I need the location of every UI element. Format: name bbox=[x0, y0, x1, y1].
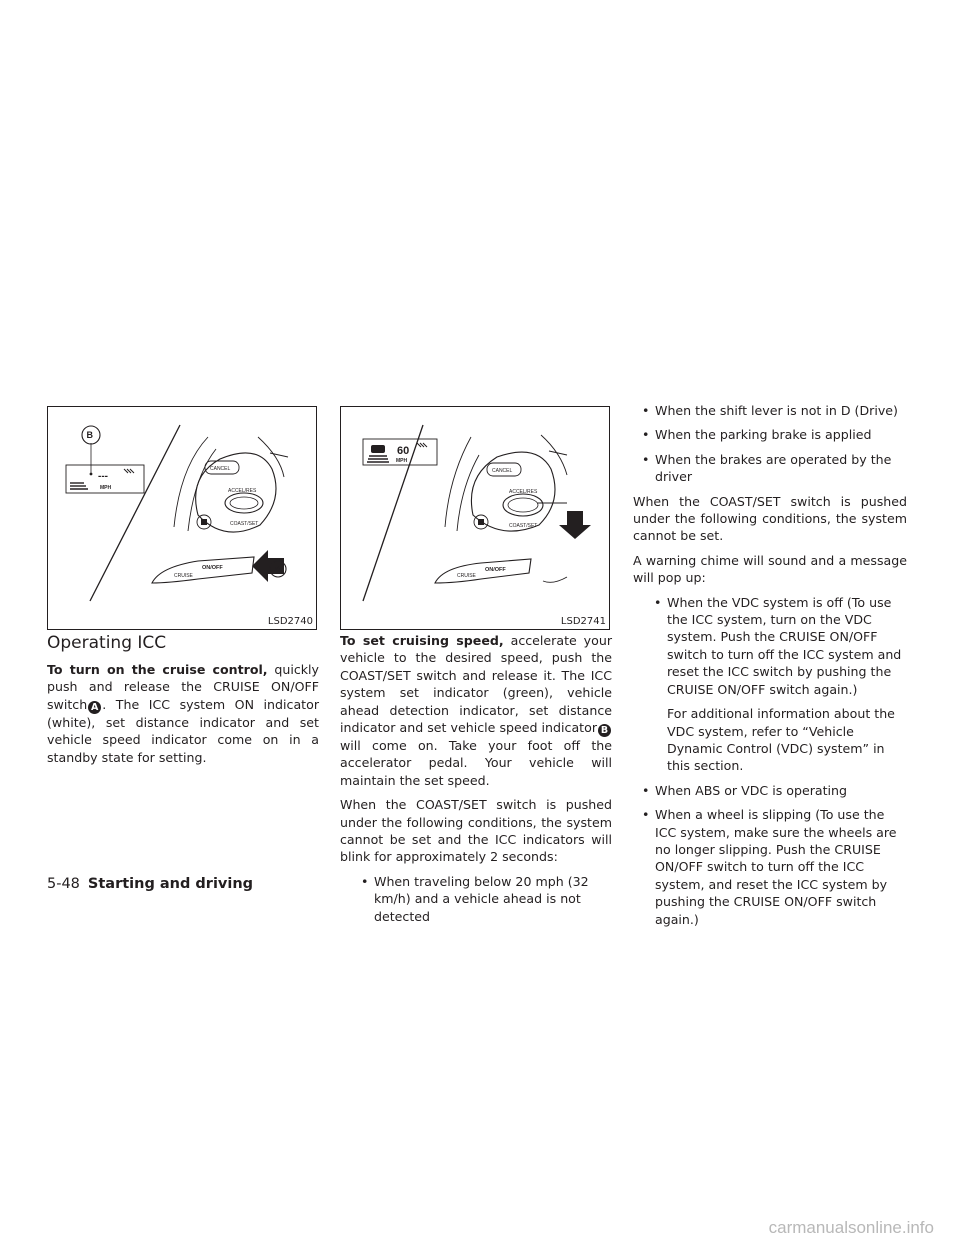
fig2-accel-label: ACCEL/RES bbox=[509, 489, 538, 495]
column-left bbox=[47, 632, 319, 773]
fig2-onoff-label: ON/OFF bbox=[485, 567, 506, 573]
watermark: carmanualsonline.info bbox=[768, 1218, 934, 1237]
note-vdc-reference: For additional information about the VDC system, refer to “Vehicle Dynamic Control (VDC) system” in this section. bbox=[667, 706, 895, 774]
paragraph-warning-chime: A warning chime will sound and a message will pop up: bbox=[633, 552, 907, 586]
fig1-cruise-label: CRUISE bbox=[174, 573, 193, 579]
fig1-speed-readout: --- bbox=[98, 471, 108, 482]
figure-set-speed bbox=[340, 406, 610, 630]
list-item: • When the parking brake is applied bbox=[633, 426, 907, 443]
list-item: • When a wheel is slipping (To use the ICC system, make sure the wheels are no longer slipping. Push the CRUISE ON/OFF switch to turn off the ICC system, and reset the ICC system by pushing the CRUISE ON/OFF switch again.) bbox=[633, 806, 907, 928]
section-title: Starting and driving bbox=[87, 876, 254, 892]
lead-in-bold: To set cruising speed, bbox=[340, 633, 504, 648]
paragraph-text: will come on. Take your foot off the accelerator pedal. Your vehicle will maintain the set speed. bbox=[340, 738, 612, 788]
callout-a-icon: A bbox=[88, 701, 101, 714]
fig2-cruise-label: CRUISE bbox=[457, 573, 476, 579]
paragraph-text: quickly push and release the CRUISE ON/OFF switch bbox=[47, 662, 319, 712]
fig1-onoff-label: ON/OFF bbox=[202, 565, 223, 571]
fig2-speed-readout: 60 bbox=[397, 445, 410, 457]
list-item: • When the VDC system is off (To use the ICC system, turn on the VDC system. Push the CRUISE ON/OFF switch to turn off the ICC system and reset the ICC switch by pushing the CRUISE ON/OFF switch again.) bbox=[633, 594, 907, 698]
list-item: • When traveling below 20 mph (32 km/h) and a vehicle ahead is not detected bbox=[340, 873, 612, 925]
list-item: • When ABS or VDC is operating bbox=[633, 782, 907, 799]
figure-code: LSD2740 bbox=[267, 616, 313, 627]
section-heading: Operating ICC bbox=[47, 633, 167, 653]
fig2-cancel-label: CANCEL bbox=[492, 468, 513, 474]
fig2-speed-unit: MPH bbox=[396, 458, 408, 464]
figure-icc-on bbox=[47, 406, 317, 630]
cruise-switch-diagram-b bbox=[341, 407, 611, 631]
fig1-cancel-label: CANCEL bbox=[210, 466, 231, 472]
list-item: • When the brakes are operated by the driver bbox=[633, 451, 907, 486]
fig1-coast-label: COAST/SET bbox=[230, 521, 259, 527]
fig1-callout-b: B bbox=[86, 430, 93, 440]
page-number: 5-48 bbox=[47, 876, 80, 892]
fig1-speed-unit: MPH bbox=[100, 485, 112, 491]
fig1-accel-label: ACCEL/RES bbox=[228, 488, 257, 494]
paragraph-text: . The ICC system ON indicator (white), set distance indicator and set vehicle speed indicator come on in a standby state for setting. bbox=[47, 696, 319, 765]
figure-code: LSD2741 bbox=[560, 616, 606, 627]
paragraph-set-speed bbox=[340, 632, 612, 789]
lead-in-bold: To turn on the cruise control, bbox=[47, 662, 268, 677]
cruise-switch-diagram-a bbox=[48, 407, 318, 631]
fig1-callout-a: A bbox=[274, 564, 281, 574]
paragraph-text: accelerate your vehicle to the desired speed, push the COAST/SET switch and release it. The ICC system set indicator (green), vehicle ahead detection indicator, set distance indicator and set vehicle speed indicator bbox=[340, 633, 612, 736]
paragraph-cannot-set: When the COAST/SET switch is pushed under the following conditions, the system cannot be set. bbox=[633, 493, 907, 544]
list-item: • When the shift lever is not in D (Drive) bbox=[633, 402, 907, 419]
paragraph-turn-on bbox=[47, 661, 319, 766]
callout-b-icon: B bbox=[598, 724, 611, 737]
paragraph-conditions: When the COAST/SET switch is pushed under the following conditions, the system cannot be set and the ICC indicators will blink for approximately 2 seconds: bbox=[340, 797, 612, 865]
fig2-coast-label: COAST/SET bbox=[509, 523, 538, 529]
column-middle bbox=[340, 632, 612, 932]
column-right bbox=[633, 402, 907, 935]
page-footer bbox=[47, 876, 253, 892]
